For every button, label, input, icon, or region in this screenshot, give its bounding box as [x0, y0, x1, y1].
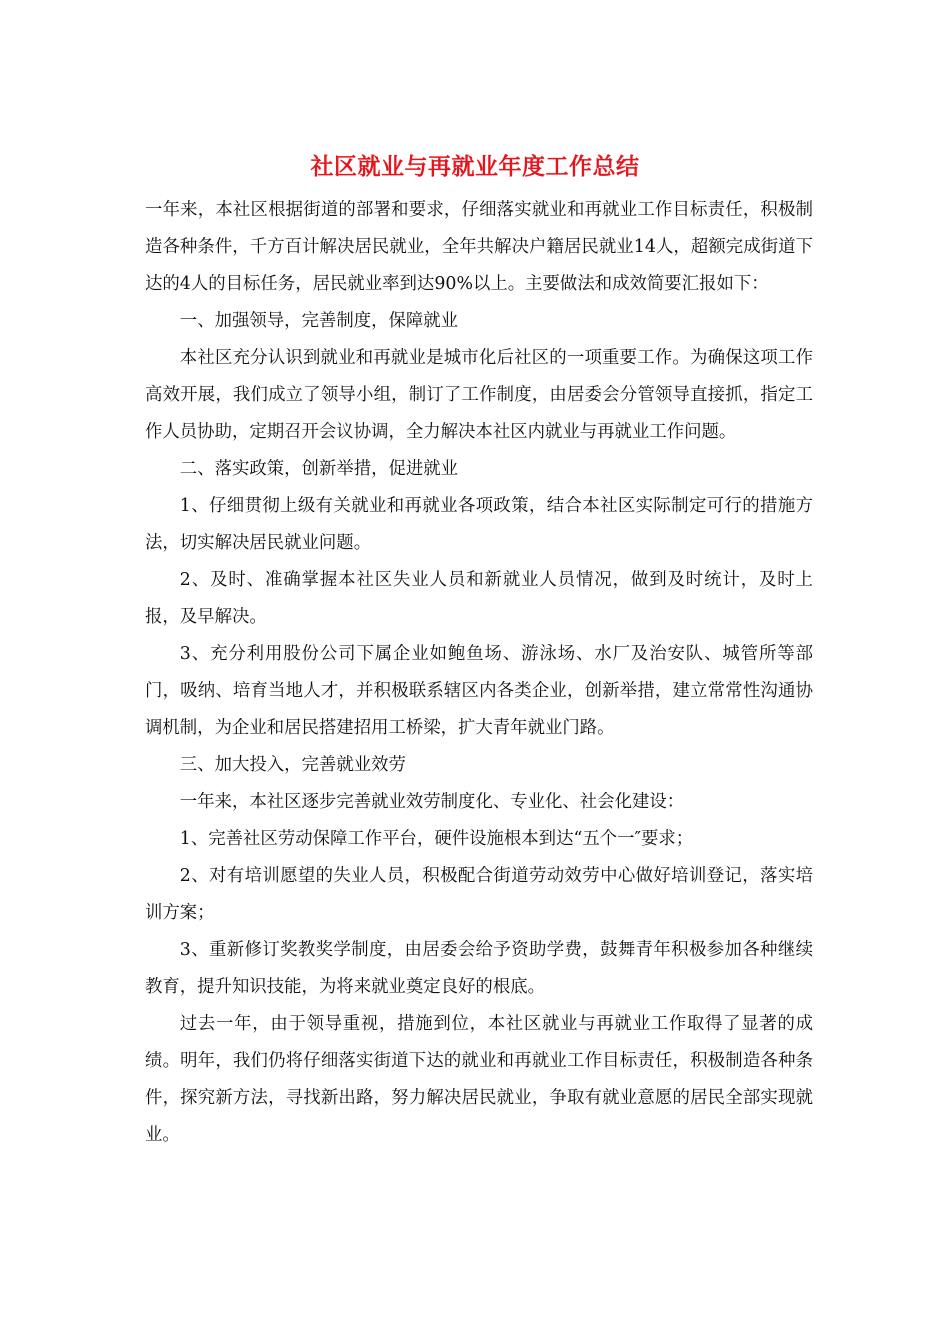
list-item: 3、重新修订奖教奖学制度，由居委会给予资助学费，鼓舞青年积极参加各种继续教育，提升知识技能，为将来就业奠定良好的根底。 [145, 940, 813, 997]
paragraph-conclusion: 过去一年，由于领导重视，措施到位，本社区就业与再就业工作取得了显著的成绩。明年，我们仍将仔细落实街道下达的就业和再就业工作目标责任，积极制造各种条件，探究新方法，寻找新出路，努力解决居民就业，争取有就业意愿的居民全部实现就业。 [145, 1014, 813, 1145]
section-heading-2: 二、落实政策，创新举措，促进就业 [179, 459, 459, 479]
paragraph: 一年来，本社区逐步完善就业效劳制度化、专业化、社会化建设： [179, 792, 685, 812]
list-item: 2、对有培训愿望的失业人员，积极配合街道劳动效劳中心做好培训登记，落实培训方案； [145, 866, 813, 923]
paragraph-intro: 一年来，本社区根据街道的部署和要求，仔细落实就业和再就业工作目标责任，积极制造各种条件，千方百计解决居民就业，全年共解决户籍居民就业14人，超额完成街道下达的4人的目标任务，居民就业率到达90%以上。主要做法和成效简要汇报如下： [145, 200, 813, 294]
list-item: 1、仔细贯彻上级有关就业和再就业各项政策，结合本社区实际制定可行的措施方法，切实解决居民就业问题。 [145, 496, 813, 553]
section-heading-1: 一、加强领导，完善制度，保障就业 [179, 311, 459, 331]
section-heading-3: 三、加大投入，完善就业效劳 [179, 755, 406, 775]
list-item: 2、及时、准确掌握本社区失业人员和新就业人员情况，做到及时统计，及时上报，及早解决。 [145, 570, 813, 627]
list-item: 1、完善社区劳动保障工作平台，硬件设施根本到达“五个一″要求； [179, 829, 694, 849]
list-item: 3、充分利用股份公司下属企业如鲍鱼场、游泳场、水厂及治安队、城管所等部门，吸纳、培育当地人才，并积极联系辖区内各类企业，创新举措，建立常常性沟通协调机制，为企业和居民搭建招用工桥梁，扩大青年就业门路。 [145, 644, 813, 738]
paragraph: 本社区充分认识到就业和再就业是城市化后社区的一项重要工作。为确保这项工作高效开展，我们成立了领导小组，制订了工作制度，由居委会分管领导直接抓，指定工作人员协助，定期召开会议协调，全力解决本社区内就业与再就业工作问题。 [145, 348, 813, 442]
document-title: 社区就业与再就业年度工作总结 [310, 153, 640, 180]
document-body [145, 192, 813, 1154]
